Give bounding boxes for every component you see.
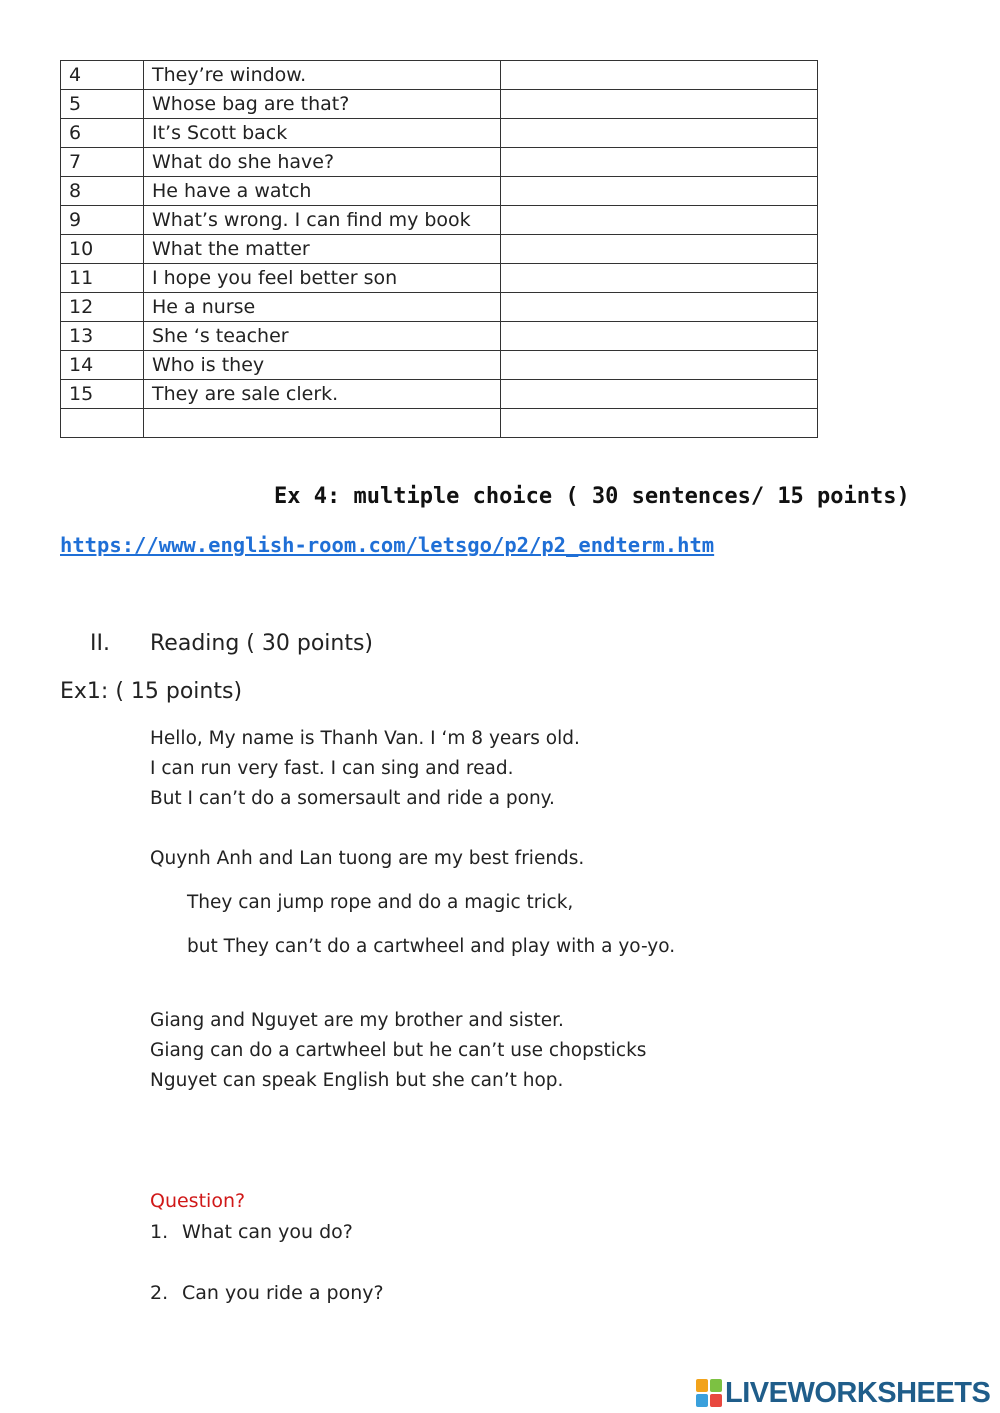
row-number: 9 — [61, 206, 144, 235]
row-sentence: He a nurse — [144, 293, 501, 322]
row-answer-cell[interactable] — [501, 235, 818, 264]
question-heading: Question? — [150, 1190, 246, 1212]
table-row — [61, 380, 818, 409]
passage-line: Hello, My name is Thanh Van. I ‘m 8 years old. — [150, 728, 580, 749]
row-number: 12 — [61, 293, 144, 322]
table-row — [61, 235, 818, 264]
table-row — [61, 351, 818, 380]
logo-tile — [696, 1394, 708, 1407]
question-text: Can you ride a pony? — [182, 1282, 384, 1304]
passage-line: I can run very fast. I can sing and read. — [150, 758, 514, 779]
row-number: 10 — [61, 235, 144, 264]
table-row — [61, 322, 818, 351]
row-sentence: What the matter — [144, 235, 501, 264]
passage-line: Quynh Anh and Lan tuong are my best friends. — [150, 848, 585, 869]
table-row — [61, 61, 818, 90]
row-sentence: Whose bag are that? — [144, 90, 501, 119]
passage-line: They can jump rope and do a magic trick, — [187, 892, 574, 913]
row-answer-cell[interactable] — [501, 148, 818, 177]
row-answer-cell[interactable] — [501, 119, 818, 148]
row-answer-cell[interactable] — [501, 409, 818, 438]
question-number: 1. — [150, 1221, 169, 1243]
section-title: Reading ( 30 points) — [150, 631, 374, 656]
row-number: 6 — [61, 119, 144, 148]
logo-tile — [696, 1379, 708, 1392]
table-row — [61, 90, 818, 119]
table-row — [61, 206, 818, 235]
table-row — [61, 264, 818, 293]
row-sentence: They are sale clerk. — [144, 380, 501, 409]
row-number: 5 — [61, 90, 144, 119]
row-sentence: What do she have? — [144, 148, 501, 177]
row-sentence: Who is they — [144, 351, 501, 380]
row-number: 14 — [61, 351, 144, 380]
logo-tile — [710, 1394, 722, 1407]
question-number: 2. — [150, 1282, 169, 1304]
passage-line: Giang can do a cartwheel but he can’t use chopsticks — [150, 1040, 647, 1061]
row-answer-cell[interactable] — [501, 293, 818, 322]
row-answer-cell[interactable] — [501, 206, 818, 235]
row-sentence: It’s Scott back — [144, 119, 501, 148]
logo-tiles-icon — [696, 1379, 722, 1407]
ex4-link[interactable]: https://www.english-room.com/letsgo/p2/p2_endterm.htm — [60, 533, 715, 557]
logo-tile — [710, 1379, 722, 1392]
table-row — [61, 177, 818, 206]
table-row — [61, 148, 818, 177]
row-number: 7 — [61, 148, 144, 177]
row-number: 13 — [61, 322, 144, 351]
row-answer-cell[interactable] — [501, 322, 818, 351]
section-number: II. — [90, 631, 110, 656]
row-sentence: I hope you feel better son — [144, 264, 501, 293]
row-sentence: She ‘s teacher — [144, 322, 501, 351]
passage-line: Giang and Nguyet are my brother and sister. — [150, 1010, 564, 1031]
row-number: 8 — [61, 177, 144, 206]
row-number: 11 — [61, 264, 144, 293]
row-answer-cell[interactable] — [501, 380, 818, 409]
row-answer-cell[interactable] — [501, 177, 818, 206]
row-sentence — [144, 409, 501, 438]
liveworksheets-logo — [696, 1376, 990, 1410]
row-number: 15 — [61, 380, 144, 409]
ex1-heading: Ex1: ( 15 points) — [60, 679, 243, 704]
row-sentence: What’s wrong. I can find my book — [144, 206, 501, 235]
row-answer-cell[interactable] — [501, 351, 818, 380]
ex4-heading: Ex 4: multiple choice ( 30 sentences/ 15 points) — [274, 484, 910, 509]
row-answer-cell[interactable] — [501, 61, 818, 90]
logo-text: LIVEWORKSHEETS — [725, 1376, 991, 1409]
passage-line: Nguyet can speak English but she can’t hop. — [150, 1070, 564, 1091]
row-sentence: He have a watch — [144, 177, 501, 206]
row-answer-cell[interactable] — [501, 90, 818, 119]
row-number: 4 — [61, 61, 144, 90]
row-number — [61, 409, 144, 438]
row-answer-cell[interactable] — [501, 264, 818, 293]
row-sentence: They’re window. — [144, 61, 501, 90]
question-text: What can you do? — [182, 1221, 353, 1243]
table-row — [61, 119, 818, 148]
correction-table — [60, 60, 818, 438]
table-row — [61, 293, 818, 322]
table-row — [61, 409, 818, 438]
passage-line: But I can’t do a somersault and ride a pony. — [150, 788, 555, 809]
passage-line: but They can’t do a cartwheel and play with a yo-yo. — [187, 936, 676, 957]
